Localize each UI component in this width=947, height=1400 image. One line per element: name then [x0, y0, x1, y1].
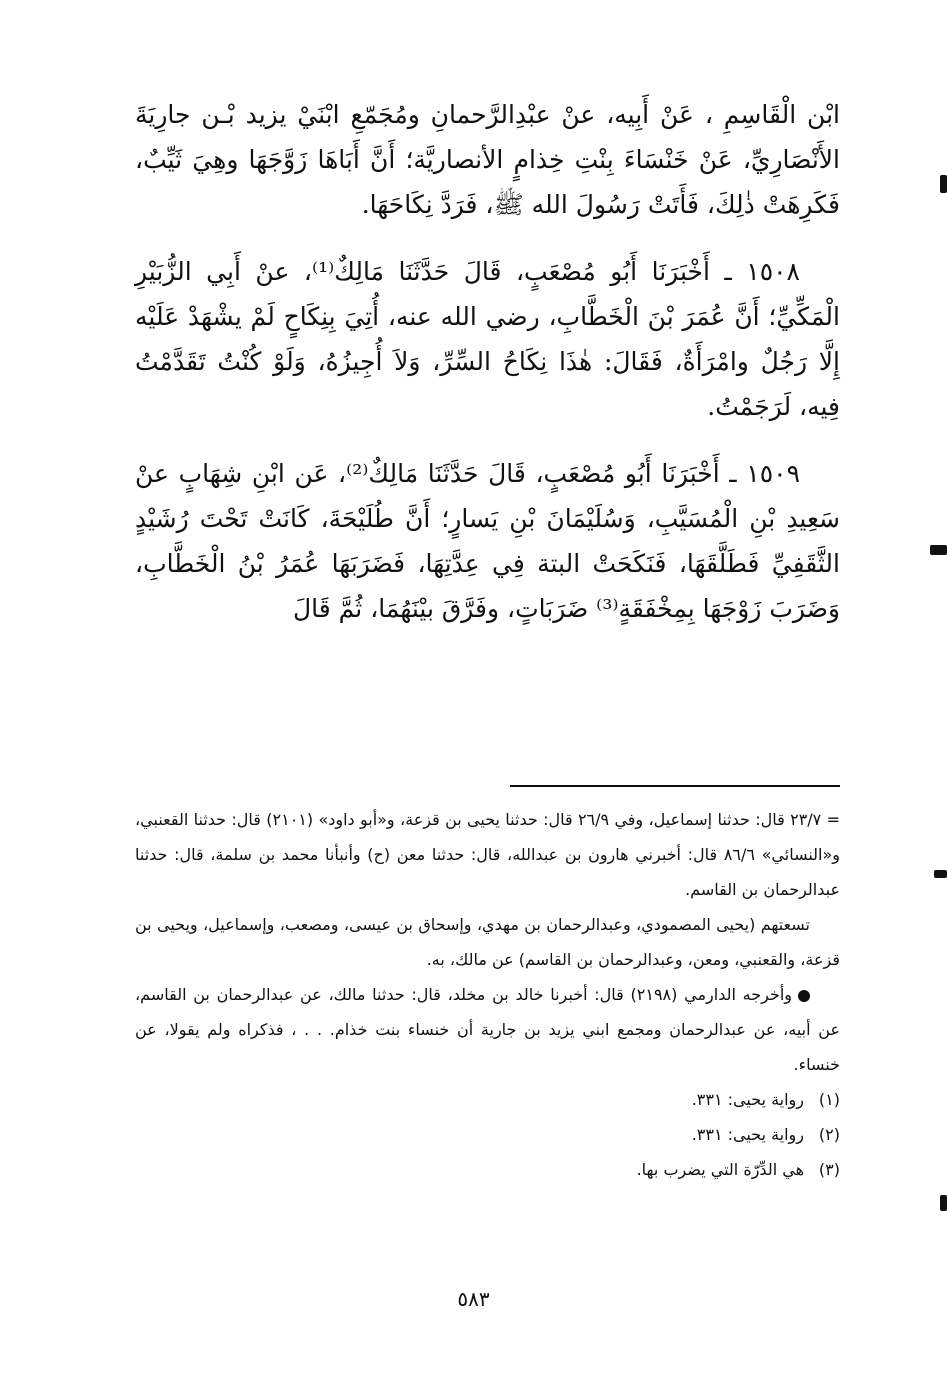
- footnote-3: [135, 1152, 840, 1187]
- page-number: ٥٨٣: [457, 1287, 490, 1311]
- footnote-text: رواية يحيى: ٣٣١.: [691, 1125, 804, 1144]
- note-summary: تسعتهم (يحيى المصمودي، وعبدالرحمان بن مهدي، وإسحاق بن عيسى، ومصعب، وإسماعيل، ويحيى بن قزعة، والقعنبي، ومعن، وعبدالرحمان بن القاسم) عن مالك، به.: [135, 915, 840, 969]
- note-darimi: [135, 977, 840, 1082]
- scan-edge-mark: [940, 175, 947, 193]
- scan-edge-mark: [940, 1195, 947, 1211]
- footnote-number: (٣): [818, 1160, 840, 1179]
- scan-edge-mark: [930, 545, 947, 555]
- note-darimi-text: وأخرجه الدارمي (٢١٩٨) قال: أخبرنا خالد بن مخلد، قال: حدثنا مالك، عن عبدالرحمان بن القاسم، عن أبيه، عن عبدالرحمان ومجمع ابني يزيد بن جارية أن خنساء بنت خذام. . . ، فذكراه ولم يقولا، عن خنساء.: [135, 985, 840, 1074]
- main-text: [135, 92, 840, 653]
- footnote-separator: [510, 785, 840, 787]
- footnotes-section: [135, 802, 840, 1187]
- hadith-1509: ١٥٠٩ ـ أَخْبَرَنَا أَبُو مُصْعَبٍ، قَالَ حَدَّثَنَا مَالِكٌ⁽²⁾، عَن ابْنِ شِهَابٍ عنْ سَعِيدِ بْنِ الْمُسَيَّبِ، وَسُلَيْمَانَ بْنِ يَسارٍ؛ أَنَّ طُلَيْحَةَ، كَانَتْ تَحْتَ رُشَيْدٍ الثَّقَفِيِّ فَطَلَّقَهَا، فَنَكَحَتْ البتة فِي عِدَّتِهَا، فَضَرَبَهَا عُمَرُ بْنُ الْخَطَّابِ، وَضَرَبَ زَوْجَهَا بِمِخْفَقَةٍ⁽³⁾ ضَرَبَاتٍ، وفَرَّقَ بيْنَهُمَا، ثُمَّ قَالَ: [135, 459, 840, 623]
- footnote-2: [135, 1117, 840, 1152]
- footnote-1: [135, 1082, 840, 1117]
- hadith-1508: ١٥٠٨ ـ أَخْبَرَنَا أَبُو مُصْعَبٍ، قَالَ حَدَّثَنَا مَالِكٌ⁽¹⁾، عنْ أَبِي الزُّبَيْرِ الْمَكِّيِّ؛ أَنَّ عُمَرَ بْنَ الْخَطَّابِ، رضي الله عنه، أُتِيَ بِنِكَاحٍ لَمْ يشْهَدْ عَلَيْه إِلَّا رَجُلٌ وامْرَأَةٌ، فَقَالَ: هٰذَا نِكَاحُ السِّرِّ، وَلاَ أُجِيزُهُ، وَلَوْ كُنْتُ تَقَدَّمْتُ فِيه، لَرَجَمْتُ.: [135, 257, 840, 421]
- bullet-icon: [798, 990, 810, 1002]
- footnote-number: (١): [818, 1090, 840, 1109]
- footnote-text: هي الدِّرّة التي يضرب بها.: [636, 1160, 804, 1179]
- paragraph-continuation: ابْن الْقَاسِمِ ، عَنْ أَبِيه، عنْ عبْدِالرَّحمانِ ومُجَمّعِ ابْنَيْ يزيد بْـن جارِيَةَ الأَنْصَارِيِّ، عَنْ خَنْسَاءَ بِنْتِ خِذامٍ الأنصاريَّة؛ أَنَّ أَبَاهَا زَوَّجَهَا وهِيَ ثَيِّبٌ، فَكَرِهَتْ ذٰلِكَ، فَأَتَتْ رَسُولَ الله ﷺ، فَرَدَّ نِكَاحَهَا.: [135, 100, 840, 219]
- footnote-number: (٢): [818, 1125, 840, 1144]
- scan-edge-mark: [934, 870, 947, 878]
- note-continuation: = ٢٣/٧ قال: حدثنا إسماعيل، وفي ٢٦/٩ قال: حدثنا يحيى بن قزعة، و«أبو داود» (٢١٠١) قال: حدثنا القعنبي، و«النسائي» ٨٦/٦ قال: أخبرني هارون بن عبدالله، قال: حدثنا معن (ح) وأنبأنا محمد بن سلمة، قال: حدثنا عبدالرحمان بن القاسم.: [135, 810, 841, 899]
- footnote-text: رواية يحيى: ٣٣١.: [691, 1090, 804, 1109]
